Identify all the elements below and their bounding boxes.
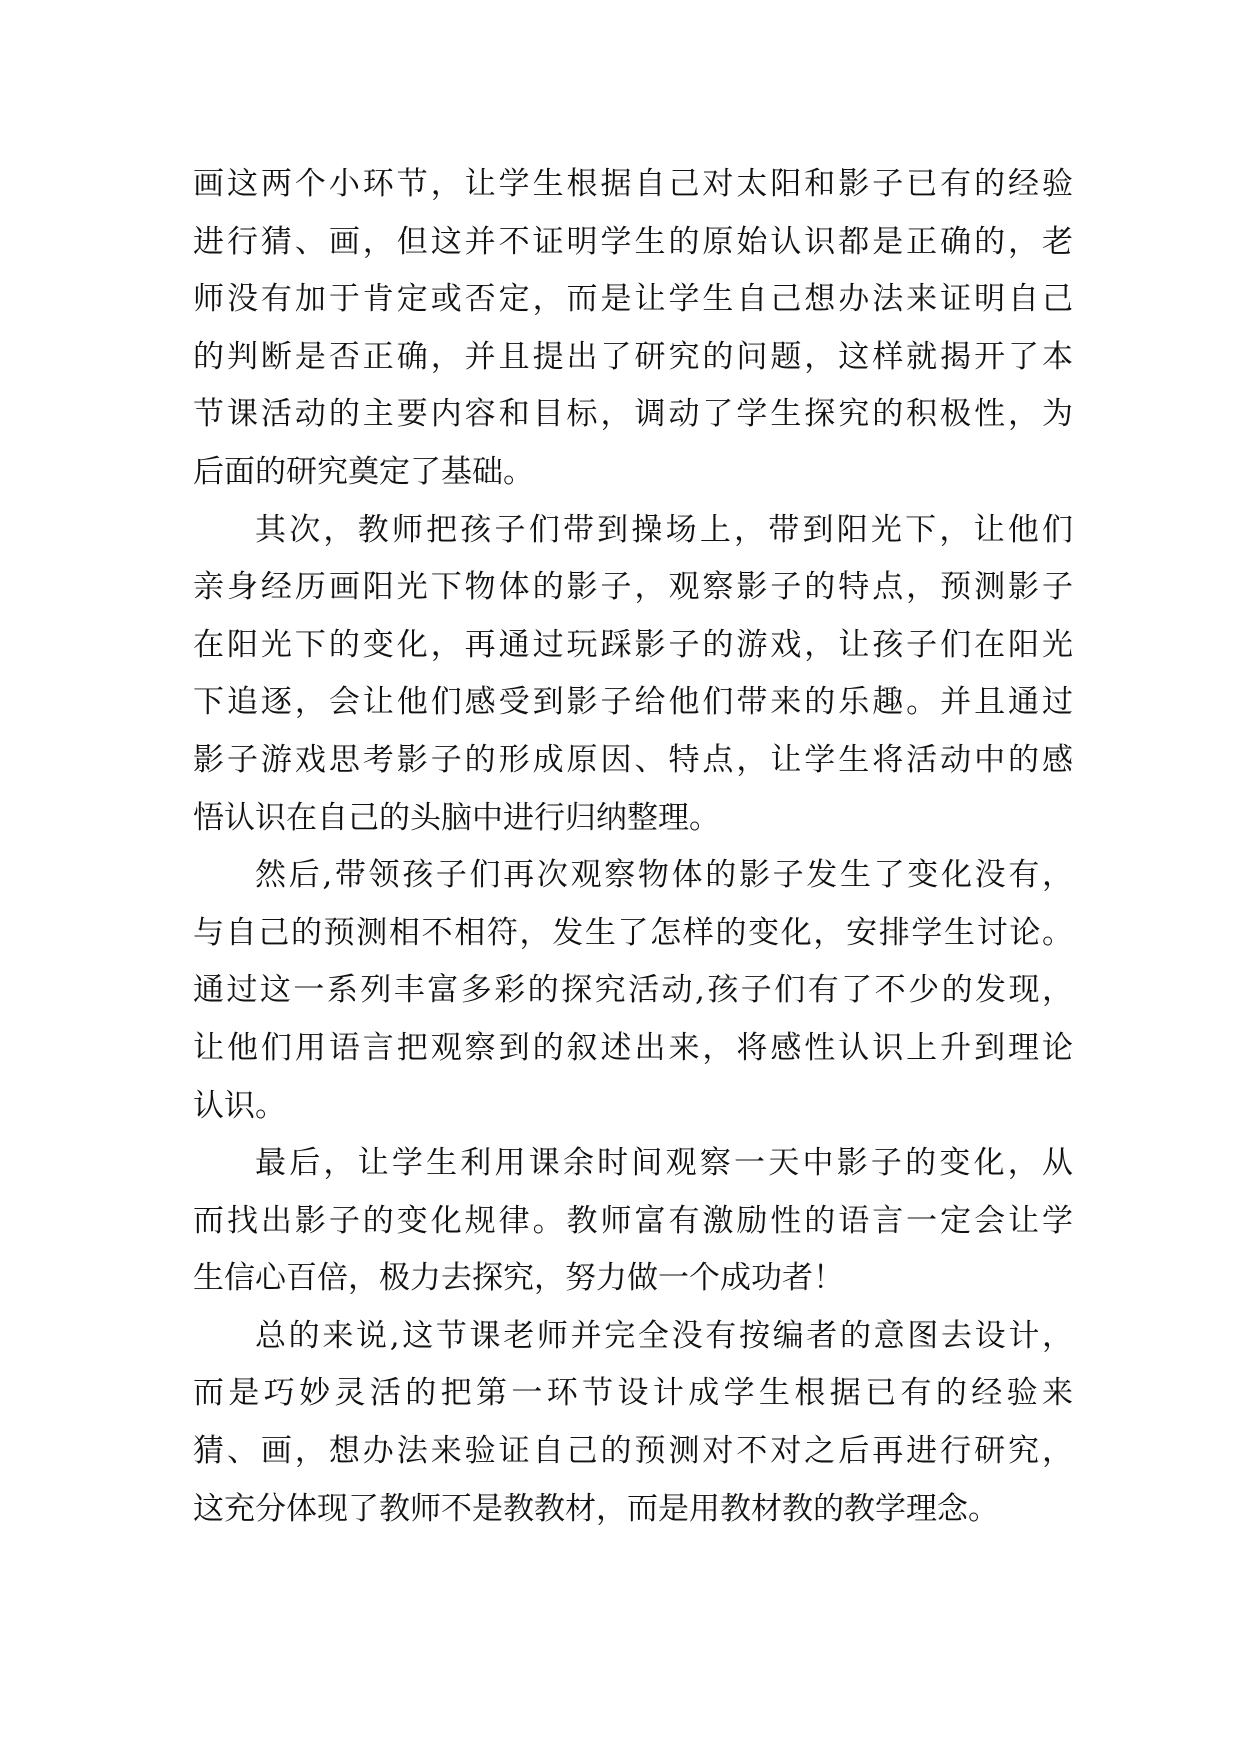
paragraph-line: 猜、画，想办法来验证自己的预测对不对之后再进行研究， (193, 1433, 1073, 1470)
paragraph-line: 这充分体现了教师不是教教材，而是用教材教的教学理念。 (193, 1490, 999, 1527)
paragraph-line: 影子游戏思考影子的形成原因、特点，让学生将活动中的感 (193, 741, 1073, 778)
paragraph-line: 让他们用语言把观察到的叙述出来，将感性认识上升到理论 (193, 1029, 1073, 1066)
paragraph-line: 通过这一系列丰富多彩的探究活动,孩子们有了不少的发现， (193, 972, 1073, 1009)
paragraph-line: 后面的研究奠定了基础。 (193, 453, 534, 490)
paragraph-line: 生信心百倍，极力去探究，努力做一个成功者！ (193, 1260, 844, 1297)
paragraph-line: 在阳光下的变化，再通过玩踩影子的游戏，让孩子们在阳光 (193, 626, 1073, 663)
paragraph-5 (193, 1308, 1073, 1538)
paragraph-line: 与自己的预测相不相符，发生了怎样的变化，安排学生讨论。 (193, 914, 1073, 951)
paragraph-line: 节课活动的主要内容和目标，调动了学生探究的积极性，为 (193, 396, 1073, 433)
paragraph-line: 进行猜、画，但这并不证明学生的原始认识都是正确的，老 (193, 223, 1073, 260)
paragraph-line: 师没有加于肯定或否定，而是让学生自己想办法来证明自己 (193, 281, 1073, 318)
paragraph-line: 然后,带领孩子们再次观察物体的影子发生了变化没有， (255, 857, 1073, 894)
paragraph-line: 悟认识在自己的头脑中进行归纳整理。 (193, 799, 720, 836)
paragraph-line: 总的来说,这节课老师并完全没有按编者的意图去设计， (255, 1317, 1073, 1354)
paragraph-line: 亲身经历画阳光下物体的影子，观察影子的特点，预测影子 (193, 569, 1073, 606)
paragraph-2 (193, 502, 1073, 848)
paragraph-line: 而是巧妙灵活的把第一环节设计成学生根据已有的经验来 (193, 1375, 1073, 1412)
paragraph-line: 画这两个小环节，让学生根据自己对太阳和影子已有的经验 (193, 166, 1073, 202)
paragraph-4 (193, 1135, 1073, 1308)
paragraph-line: 其次，教师把孩子们带到操场上，带到阳光下，让他们 (255, 511, 1073, 548)
paragraph-line: 认识。 (193, 1087, 286, 1124)
document-body (193, 156, 1073, 1538)
paragraph-1 (193, 156, 1073, 502)
paragraph-line: 而找出影子的变化规律。教师富有激励性的语言一定会让学 (193, 1202, 1073, 1239)
paragraph-line: 最后，让学生利用课余时间观察一天中影子的变化，从 (255, 1145, 1073, 1182)
paragraph-line: 的判断是否正确，并且提出了研究的问题，这样就揭开了本 (193, 338, 1073, 375)
paragraph-line: 下追逐，会让他们感受到影子给他们带来的乐趣。并且通过 (193, 684, 1073, 721)
paragraph-3 (193, 847, 1073, 1135)
